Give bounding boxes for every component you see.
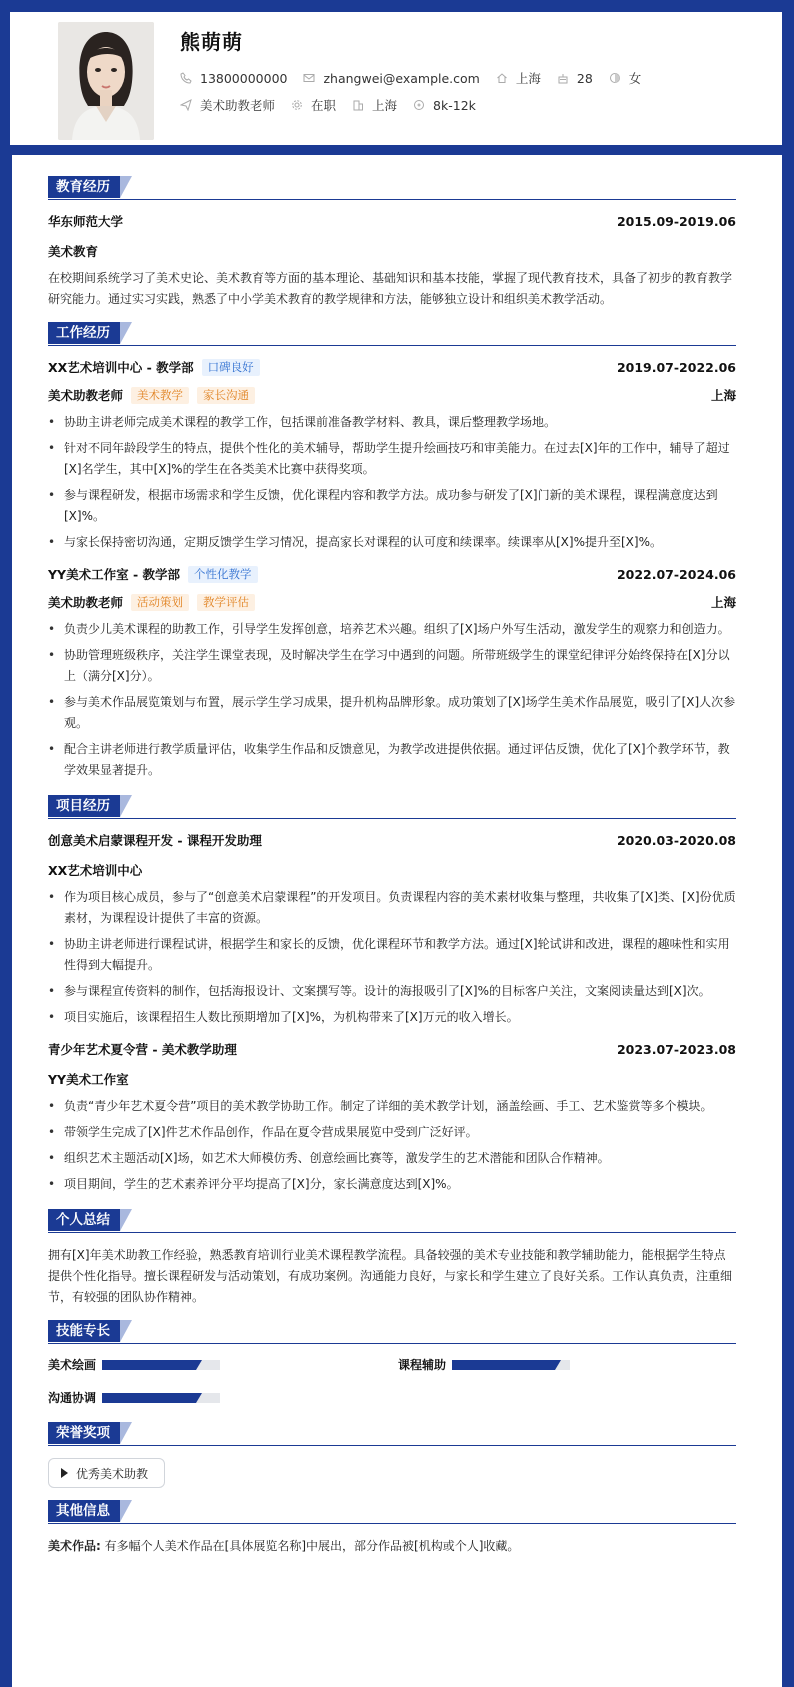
award-label: 优秀美术助教: [76, 1466, 149, 1481]
work-location: 上海: [710, 388, 736, 403]
candidate-name: 熊萌萌: [180, 30, 243, 54]
skills-grid: [48, 1356, 736, 1406]
project-name-row: [48, 1040, 736, 1058]
skill-item: [48, 1356, 398, 1373]
section-title: 荣誉奖项: [48, 1422, 120, 1444]
project-entry: [48, 1040, 736, 1195]
list-item: • 负责少儿美术课程的助教工作，引导学生发挥创意，培养艺术兴趣。组织了[X]场户外写生活动，激发学生的观察力和创造力。: [48, 619, 736, 640]
skill-bar: [102, 1360, 220, 1370]
projects-section: [48, 795, 736, 1195]
play-icon: [61, 1468, 68, 1478]
edu-period: 2015.09-2019.06: [616, 213, 736, 229]
skill-bar: [102, 1393, 220, 1403]
section-header: [48, 1422, 736, 1446]
city-item: [496, 69, 541, 87]
age-item: [557, 71, 593, 86]
resume-body: [48, 176, 736, 1557]
work-period: 2022.07-2024.06: [616, 566, 736, 582]
list-item: • 项目实施后，该课程招生人数比预期增加了[X]%，为机构带来了[X]万元的收入增长。: [48, 1007, 736, 1028]
skills-section: [48, 1320, 736, 1406]
edu-row: [48, 212, 736, 230]
role-item: [180, 96, 275, 114]
company-name: YY美术工作室 - 教学部: [48, 567, 180, 582]
work-period: 2019.07-2022.06: [616, 359, 736, 375]
header-divider-bar: [0, 145, 794, 155]
avatar-portrait: [58, 22, 154, 140]
skill-tag: 教学评估: [197, 594, 255, 611]
skill-bar: [452, 1360, 570, 1370]
status-text: 在职: [311, 98, 337, 113]
project-org: XX艺术培训中心: [48, 863, 143, 878]
work-company-row: [48, 565, 736, 583]
send-icon: [180, 99, 192, 111]
education-section: [48, 176, 736, 310]
edu-description: 在校期间系统学习了美术史论、美术教育等方面的基本理论、基础知识和基本技能，掌握了现代教育技术，具备了初步的教育教学研究能力。通过实习实践，熟悉了中小学美术教育的教学规律和方法，能够独立设计和组织美术教学活动。: [48, 271, 733, 306]
money-icon: [413, 99, 425, 111]
frame-left: [0, 0, 10, 152]
other-section: [48, 1500, 736, 1557]
section-header: [48, 1500, 736, 1524]
work-role-row: [48, 386, 736, 404]
section-header: [48, 176, 736, 200]
project-bullets: [48, 887, 736, 1028]
phone-icon: [180, 72, 192, 84]
skill-bar-fill: [452, 1360, 555, 1370]
salary-item: [413, 98, 476, 113]
school-name: 华东师范大学: [48, 214, 124, 229]
list-item: • 组织艺术主题活动[X]场，如艺术大师模仿秀、创意绘画比赛等，激发学生的艺术潜能和团队合作精神。: [48, 1148, 736, 1169]
age-text: 28: [576, 70, 593, 86]
project-period: 2020.03-2020.08: [616, 832, 736, 848]
company-badge: 个性化教学: [188, 566, 258, 583]
project-name-row: [48, 831, 736, 849]
target-role-text: 美术助教老师: [200, 98, 276, 113]
project-org-row: [48, 861, 736, 879]
home-icon: [496, 72, 508, 84]
list-item: • 参与美术作品展览策划与布置，展示学生学习成果，提升机构品牌形象。成功策划了[X]场学生美术作品展览，吸引了[X]人次参观。: [48, 692, 736, 734]
section-title: 技能专长: [48, 1320, 120, 1342]
gender-text: 女: [628, 71, 642, 86]
award-item-button[interactable]: [48, 1458, 165, 1488]
frame-right: [782, 0, 794, 1687]
section-title: 项目经历: [48, 795, 120, 817]
list-item: • 参与课程研发，根据市场需求和学生反馈，优化课程内容和教学方法。成功参与研发了[X]门新的美术课程，课程满意度达到[X]%。: [48, 485, 736, 527]
project-entry: [48, 831, 736, 1028]
target-city-text: 上海: [372, 98, 398, 113]
summary-section: [48, 1209, 736, 1308]
section-title: 工作经历: [48, 322, 120, 344]
work-bullets: [48, 619, 736, 781]
work-company-row: [48, 358, 736, 376]
skill-item: [48, 1389, 398, 1406]
list-item: • 协助主讲老师完成美术课程的教学工作，包括课前准备教学材料、教具，课后整理教学场地。: [48, 412, 736, 433]
skill-label: 沟通协调: [48, 1391, 97, 1405]
section-header: [48, 322, 736, 346]
skill-tag: 活动策划: [131, 594, 189, 611]
company-badge: 口碑良好: [202, 359, 260, 376]
mail-icon: [303, 72, 315, 84]
intent-row: [180, 96, 492, 114]
project-period: 2023.07-2023.08: [616, 1041, 736, 1057]
phone-text: 13800000000: [200, 70, 288, 86]
list-item: • 配合主讲老师进行教学质量评估，收集学生作品和反馈意见，为教学改进提供依据。通过评估反馈，优化了[X]个教学环节，教学效果显著提升。: [48, 739, 736, 781]
awards-section: [48, 1422, 736, 1488]
skill-bar-fill: [102, 1360, 196, 1370]
list-item: • 与家长保持密切沟通，定期反馈学生学习情况，提高家长对课程的认可度和续课率。续课率从[X]%提升至[X]%。: [48, 532, 736, 553]
section-header: [48, 795, 736, 819]
email-item: [303, 71, 479, 86]
company-name: XX艺术培训中心 - 教学部: [48, 360, 194, 375]
list-item: • 带领学生完成了[X]件艺术作品创作，作品在夏令营成果展览中受到广泛好评。: [48, 1122, 736, 1143]
section-header: [48, 1320, 736, 1344]
section-title: 个人总结: [48, 1209, 120, 1231]
city-text: 上海: [515, 71, 541, 86]
list-item: • 协助主讲老师进行课程试讲，根据学生和家长的反馈，优化课程环节和教学方法。通过[X]轮试讲和改进，课程的趣味性和实用性得到大幅提升。: [48, 934, 736, 976]
contact-row: [180, 69, 657, 87]
target-city-item: [352, 96, 397, 114]
status-item: [291, 96, 336, 114]
skill-label: 课程辅助: [398, 1358, 447, 1372]
project-org-row: [48, 1070, 736, 1088]
work-location: 上海: [710, 595, 736, 610]
resume-header: [10, 12, 782, 145]
list-item: • 针对不同年龄段学生的特点，提供个性化的美术辅导，帮助学生提升绘画技巧和审美能力。在过去[X]年的工作中，辅导了超过[X]名学生，其中[X]%的学生在各类美术比赛中获得奖项。: [48, 438, 736, 480]
section-title: 教育经历: [48, 176, 120, 198]
skill-label: 美术绘画: [48, 1358, 97, 1372]
other-info-text: 有多幅个人美术作品在[具体展览名称]中展出，部分作品被[机构或个人]收藏。: [104, 1539, 520, 1553]
gender-item: [609, 69, 642, 87]
edu-major-row: [48, 242, 736, 260]
project-org: YY美术工作室: [48, 1072, 129, 1087]
summary-text: 拥有[X]年美术助教工作经验，熟悉教育培训行业美术课程教学流程。具备较强的美术专业技能和教学辅助能力，能根据学生特点提供个性化指导。擅长课程研发与活动策划，有成功案例。沟通能力良好，与家长和学生建立了良好关系。工作认真负责，注重细节，有较强的团队协作精神。: [48, 1248, 733, 1304]
salary-text: 8k-12k: [433, 97, 476, 113]
gear-icon: [291, 99, 303, 111]
project-name: 青少年艺术夏令营 - 美术教学助理: [48, 1042, 237, 1057]
role-title: 美术助教老师: [48, 595, 124, 610]
phone-item: [180, 71, 287, 86]
major: 美术教育: [48, 244, 99, 259]
list-item: • 项目期间，学生的艺术素养评分平均提高了[X]分，家长满意度达到[X]%。: [48, 1174, 736, 1195]
age-icon: [557, 72, 569, 84]
list-item: • 协助管理班级秩序，关注学生课堂表现，及时解决学生在学习中遇到的问题。所带班级学生的课堂纪律评分始终保持在[X]分以上（满分[X]分）。: [48, 645, 736, 687]
project-bullets: [48, 1096, 736, 1195]
frame-top: [0, 0, 794, 12]
section-header: [48, 1209, 736, 1233]
role-title: 美术助教老师: [48, 388, 124, 403]
work-section: [48, 322, 736, 781]
project-name: 创意美术启蒙课程开发 - 课程开发助理: [48, 833, 262, 848]
skill-tag: 美术教学: [131, 387, 189, 404]
work-role-row: [48, 593, 736, 611]
skill-item: [398, 1356, 728, 1373]
work-entry: [48, 565, 736, 781]
skill-bar-fill: [102, 1393, 196, 1403]
work-entry: [48, 358, 736, 553]
list-item: • 负责“青少年艺术夏令营”项目的美术教学协助工作。制定了详细的美术教学计划，涵盖绘画、手工、艺术鉴赏等多个模块。: [48, 1096, 736, 1117]
section-title: 其他信息: [48, 1500, 120, 1522]
other-info-label: 美术作品:: [48, 1539, 101, 1553]
avatar: [58, 22, 154, 140]
building-icon: [352, 99, 364, 111]
other-info: [48, 1536, 736, 1557]
list-item: • 作为项目核心成员，参与了“创意美术启蒙课程”的开发项目。负责课程内容的美术素材收集与整理，共收集了[X]类、[X]份优质素材，为课程设计提供了丰富的资源。: [48, 887, 736, 929]
list-item: • 参与课程宣传资料的制作，包括海报设计、文案撰写等。设计的海报吸引了[X]%的目标客户关注，文案阅读量达到[X]次。: [48, 981, 736, 1002]
email-text: zhangwei@example.com: [323, 70, 480, 86]
work-bullets: [48, 412, 736, 553]
frame-left-lower: [0, 152, 12, 1687]
skill-tag: 家长沟通: [197, 387, 255, 404]
gender-icon: [609, 72, 621, 84]
